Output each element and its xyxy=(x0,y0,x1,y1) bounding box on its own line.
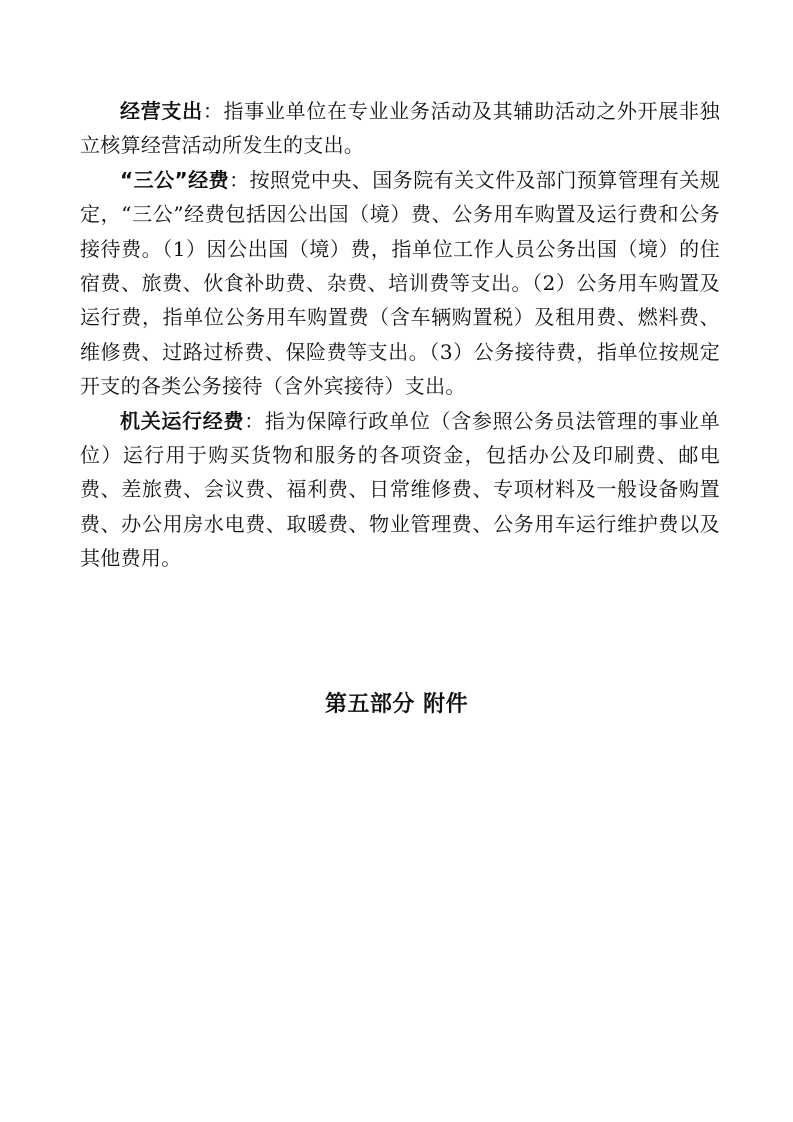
document-body xyxy=(80,94,720,576)
definition-operating-expenses: ：指事业单位在专业业务活动及其辅助活动之外开展非独立核算经营活动所发生的支出。 xyxy=(80,99,721,158)
paragraph-agency-operating-funds xyxy=(80,404,720,576)
term-operating-expenses: 经营支出 xyxy=(120,99,203,123)
term-agency-operating-funds: 机关运行经费 xyxy=(120,408,245,433)
paragraph-three-public-expenses xyxy=(80,163,720,404)
term-three-public-expenses: “三公”经费 xyxy=(120,167,230,192)
definition-agency-operating-funds: ：指为保障行政单位（含参照公务员法管理的事业单位）运行用于购买货物和服务的各项资金，包括办公及印刷费、邮电费、差旅费、会议费、福利费、日常维修费、专项材料及一般设备购置费、办公用房水电费、取暖费、物业管理费、公务用车运行维护费以及其他费用。 xyxy=(80,408,720,571)
section-heading: 第五部分 附件 xyxy=(324,692,469,717)
paragraph-operating-expenses xyxy=(80,94,720,163)
definition-three-public-expenses: ：按照党中央、国务院有关文件及部门预算管理有关规定，“三公”经费包括因公出国（境）费、公务用车购置及运行费和公务接待费。（1）因公出国（境）费，指单位工作人员公务出国（境）的住宿费、旅费、伙食补助费、杂费、培训费等支出。（2）公务用车购置及运行费，指单位公务用车购置费（含车辆购置税）及租用费、燃料费、维修费、过路过桥费、保险费等支出。（3）公务接待费，指单位按规定开支的各类公务接待（含外宾接待）支出。 xyxy=(80,167,720,399)
